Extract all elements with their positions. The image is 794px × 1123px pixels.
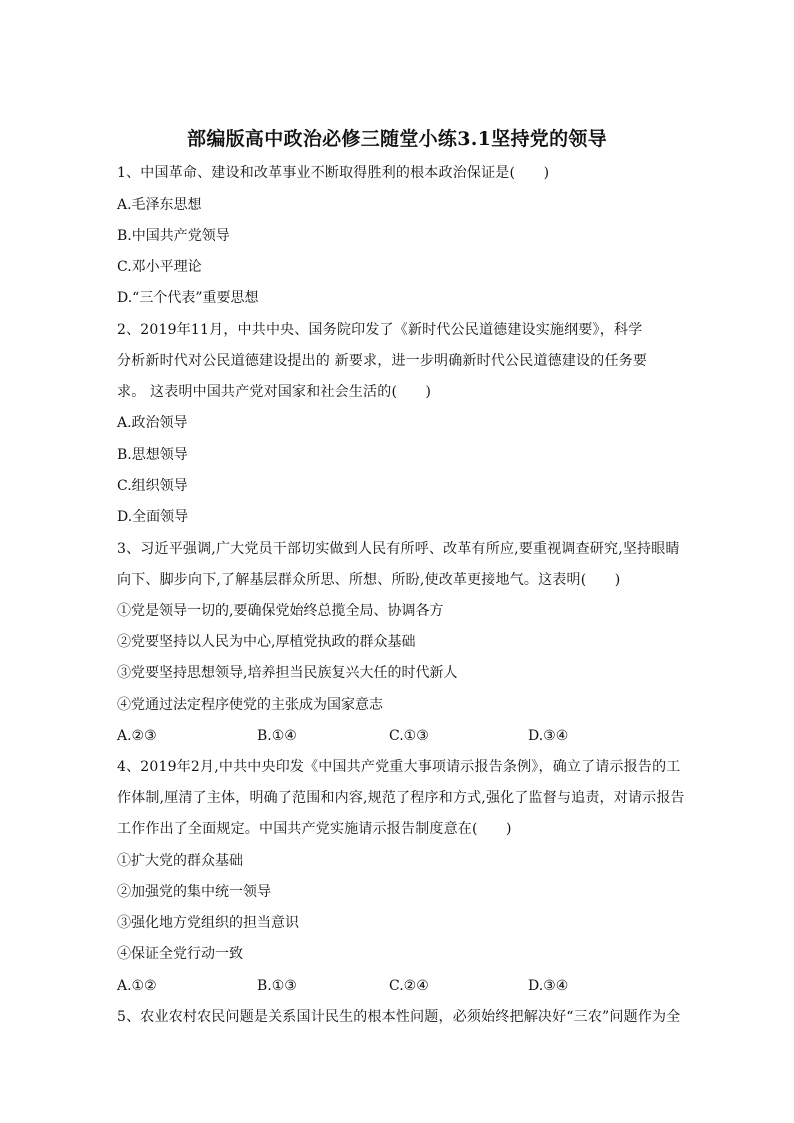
question-4-choice-c: C.②④ — [389, 978, 429, 994]
question-4-choice-b: B.①③ — [257, 978, 297, 994]
question-3-statement-1: ①党是领导一切的,要确保党始终总揽全局、协调各方 — [117, 603, 444, 619]
question-4-stem-line-2: 作体制,厘清了主体，明确了范围和内容,规范了程序和方式,强化了监督与追责，对请示报告 — [117, 790, 685, 806]
question-3-statement-2: ②党要坚持以人民为中心,厚植党执政的群众基础 — [117, 634, 416, 650]
question-4-choice-a: A.①② — [117, 978, 157, 994]
question-2-stem-line-3: 求。 这表明中国共产党对国家和社会生活的( ) — [117, 384, 432, 400]
question-2-option-a: A.政治领导 — [117, 415, 188, 431]
question-4-statement-3: ③强化地方党组织的担当意识 — [117, 915, 299, 931]
question-4-statement-4: ④保证全党行动一致 — [117, 946, 243, 962]
question-2-stem-line-2: 分析新时代对公民道德建设提出的 新要求，进一步明确新时代公民道德建设的任务要 — [117, 353, 648, 369]
question-3-statement-3: ③党要坚持思想领导,培养担当民族复兴大任的时代新人 — [117, 665, 458, 681]
question-3-choice-a: A.②③ — [117, 728, 157, 744]
question-5-stem-line-1: 5、农业农村农民问题是关系国计民生的根本性问题，必须始终把解决好“三农”问题作为全 — [117, 1009, 681, 1025]
question-4-stem-line-3: 工作作出了全面规定。中国共产党实施请示报告制度意在( ) — [117, 821, 512, 837]
question-3-stem-line-2: 向下、脚步向下,了解基层群众所思、所想、所盼,使改革更接地气。这表明( ) — [117, 572, 621, 588]
question-2-stem-line-1: 2、2019年11月，中共中央、国务院印发了《新时代公民道德建设实施纲要》，科学 — [117, 322, 643, 338]
question-1-option-a: A.毛泽东思想 — [117, 197, 202, 213]
question-4-statement-1: ①扩大党的群众基础 — [117, 853, 243, 869]
document-title: 部编版高中政治必修三随堂小练3.1坚持党的领导 — [187, 128, 607, 150]
question-4-choice-d: D.③④ — [528, 978, 569, 994]
question-3-stem-line-1: 3、习近平强调,广大党员干部切实做到人民有所呼、改革有所应,要重视调查研究,坚持眼睛 — [117, 541, 680, 557]
question-3-statement-4: ④党通过法定程序使党的主张成为国家意志 — [117, 697, 383, 713]
question-2-option-d: D.全面领导 — [117, 509, 189, 525]
question-4-stem-line-1: 4、2019年2月,中共中央印发《中国共产党重大事项请示报告条例》，确立了请示报告的工 — [117, 759, 681, 775]
question-2-option-b: B.思想领导 — [117, 447, 188, 463]
question-3-choice-c: C.①③ — [389, 728, 429, 744]
question-1-option-d: D.“三个代表”重要思想 — [117, 290, 259, 306]
question-1-option-c: C.邓小平理论 — [117, 259, 202, 275]
question-2-option-c: C.组织领导 — [117, 478, 188, 494]
question-1-stem: 1、中国革命、建设和改革事业不断取得胜利的根本政治保证是( ) — [117, 165, 550, 181]
question-4-statement-2: ②加强党的集中统一领导 — [117, 884, 271, 900]
question-3-choice-b: B.①④ — [257, 728, 297, 744]
question-3-choice-d: D.③④ — [528, 728, 569, 744]
question-1-option-b: B.中国共产党领导 — [117, 228, 230, 244]
